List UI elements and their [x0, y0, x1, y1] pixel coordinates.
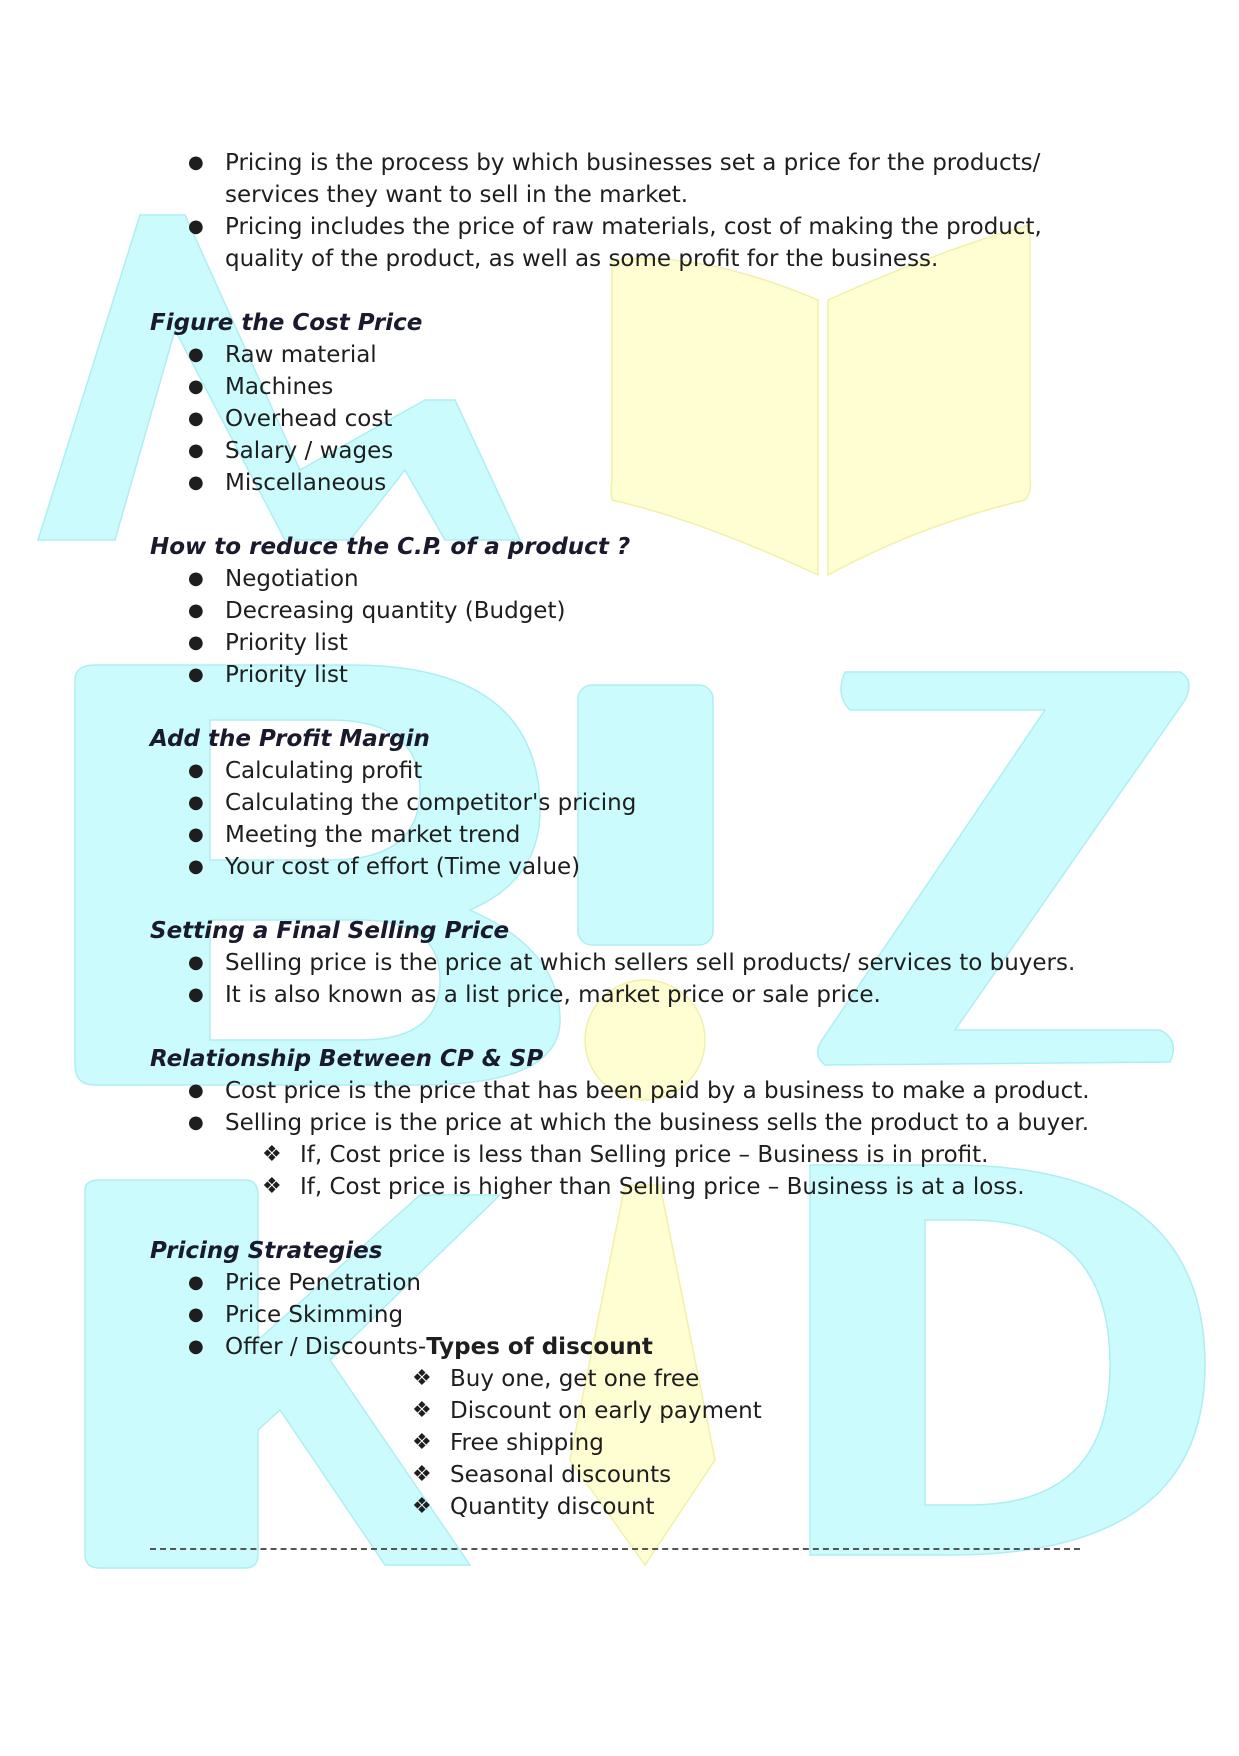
bullet-icon: ●: [188, 632, 204, 653]
profit-margin-item: Calculating the competitor's pricing: [225, 790, 637, 816]
relationship-subitem: If, Cost price is less than Selling price – Business is in profit.: [300, 1142, 989, 1168]
dashed-divider: [150, 1548, 1080, 1550]
heading-relationship: Relationship Between CP & SP: [150, 1046, 544, 1072]
diamond-bullet-icon: ❖: [412, 1398, 432, 1423]
bullet-icon: ●: [188, 664, 204, 685]
bullet-icon: ●: [188, 1304, 204, 1325]
intro-2-line-1: Pricing includes the price of raw materials, cost of making the product,: [225, 214, 1042, 240]
bullet-icon: ●: [188, 792, 204, 813]
diamond-bullet-icon: ❖: [262, 1174, 282, 1199]
selling-price-item: Selling price is the price at which sellers sell products/ services to buyers.: [225, 950, 1076, 976]
relationship-item: Selling price is the price at which the business sells the product to a buyer.: [225, 1110, 1090, 1136]
discount-type: Buy one, get one free: [450, 1366, 700, 1392]
bullet-icon: ●: [188, 984, 204, 1005]
cost-price-item: Salary / wages: [225, 438, 394, 464]
bullet-icon: ●: [188, 568, 204, 589]
diamond-bullet-icon: ❖: [412, 1462, 432, 1487]
intro-2-line-2: quality of the product, as well as some profit for the business.: [225, 246, 939, 272]
bullet-icon: ●: [188, 1272, 204, 1293]
heading-reduce-cp: How to reduce the C.P. of a product ?: [150, 534, 631, 560]
heading-selling-price: Setting a Final Selling Price: [150, 918, 510, 944]
relationship-item: Cost price is the price that has been paid by a business to make a product.: [225, 1078, 1090, 1104]
diamond-bullet-icon: ❖: [262, 1142, 282, 1167]
heading-cost-price: Figure the Cost Price: [150, 310, 423, 336]
relationship-subitem: If, Cost price is higher than Selling price – Business is at a loss.: [300, 1174, 1025, 1200]
bullet-icon: ●: [188, 376, 204, 397]
strategy-offer-item: [225, 1331, 653, 1363]
bullet-icon: ●: [188, 952, 204, 973]
bullet-icon: ●: [188, 216, 204, 237]
discount-type: Seasonal discounts: [450, 1462, 672, 1488]
profit-margin-item: Calculating profit: [225, 758, 423, 784]
bullet-icon: ●: [188, 1080, 204, 1101]
diamond-bullet-icon: ❖: [412, 1430, 432, 1455]
heading-strategies: Pricing Strategies: [150, 1238, 383, 1264]
offer-prefix: Offer / Discounts-: [225, 1334, 427, 1360]
reduce-cp-item: Priority list: [225, 630, 348, 656]
strategy-item: Price Skimming: [225, 1302, 404, 1328]
profit-margin-item: Your cost of effort (Time value): [225, 854, 581, 880]
reduce-cp-item: Priority list: [225, 662, 348, 688]
cost-price-item: Miscellaneous: [225, 470, 387, 496]
discount-type: Free shipping: [450, 1430, 604, 1456]
strategy-item: Price Penetration: [225, 1270, 421, 1296]
intro-1-line-2: services they want to sell in the market.: [225, 182, 689, 208]
bullet-icon: ●: [188, 600, 204, 621]
bullet-icon: ●: [188, 472, 204, 493]
selling-price-item: It is also known as a list price, market price or sale price.: [225, 982, 881, 1008]
discount-type: Quantity discount: [450, 1494, 655, 1520]
bullet-icon: ●: [188, 344, 204, 365]
bullet-icon: ●: [188, 440, 204, 461]
bullet-icon: ●: [188, 408, 204, 429]
bullet-icon: ●: [188, 152, 204, 173]
discount-type: Discount on early payment: [450, 1398, 762, 1424]
offer-types-label: Types of discount: [426, 1334, 653, 1360]
cost-price-item: Machines: [225, 374, 334, 400]
cost-price-item: Overhead cost: [225, 406, 393, 432]
profit-margin-item: Meeting the market trend: [225, 822, 521, 848]
cost-price-item: Raw material: [225, 342, 377, 368]
bullet-icon: ●: [188, 1112, 204, 1133]
diamond-bullet-icon: ❖: [412, 1366, 432, 1391]
intro-1-line-1: Pricing is the process by which businesses set a price for the products/: [225, 150, 1041, 176]
reduce-cp-item: Negotiation: [225, 566, 359, 592]
bullet-icon: ●: [188, 1336, 204, 1357]
diamond-bullet-icon: ❖: [412, 1494, 432, 1519]
reduce-cp-item: Decreasing quantity (Budget): [225, 598, 566, 624]
bullet-icon: ●: [188, 824, 204, 845]
bullet-icon: ●: [188, 760, 204, 781]
bullet-icon: ●: [188, 856, 204, 877]
heading-profit-margin: Add the Profit Margin: [150, 726, 430, 752]
